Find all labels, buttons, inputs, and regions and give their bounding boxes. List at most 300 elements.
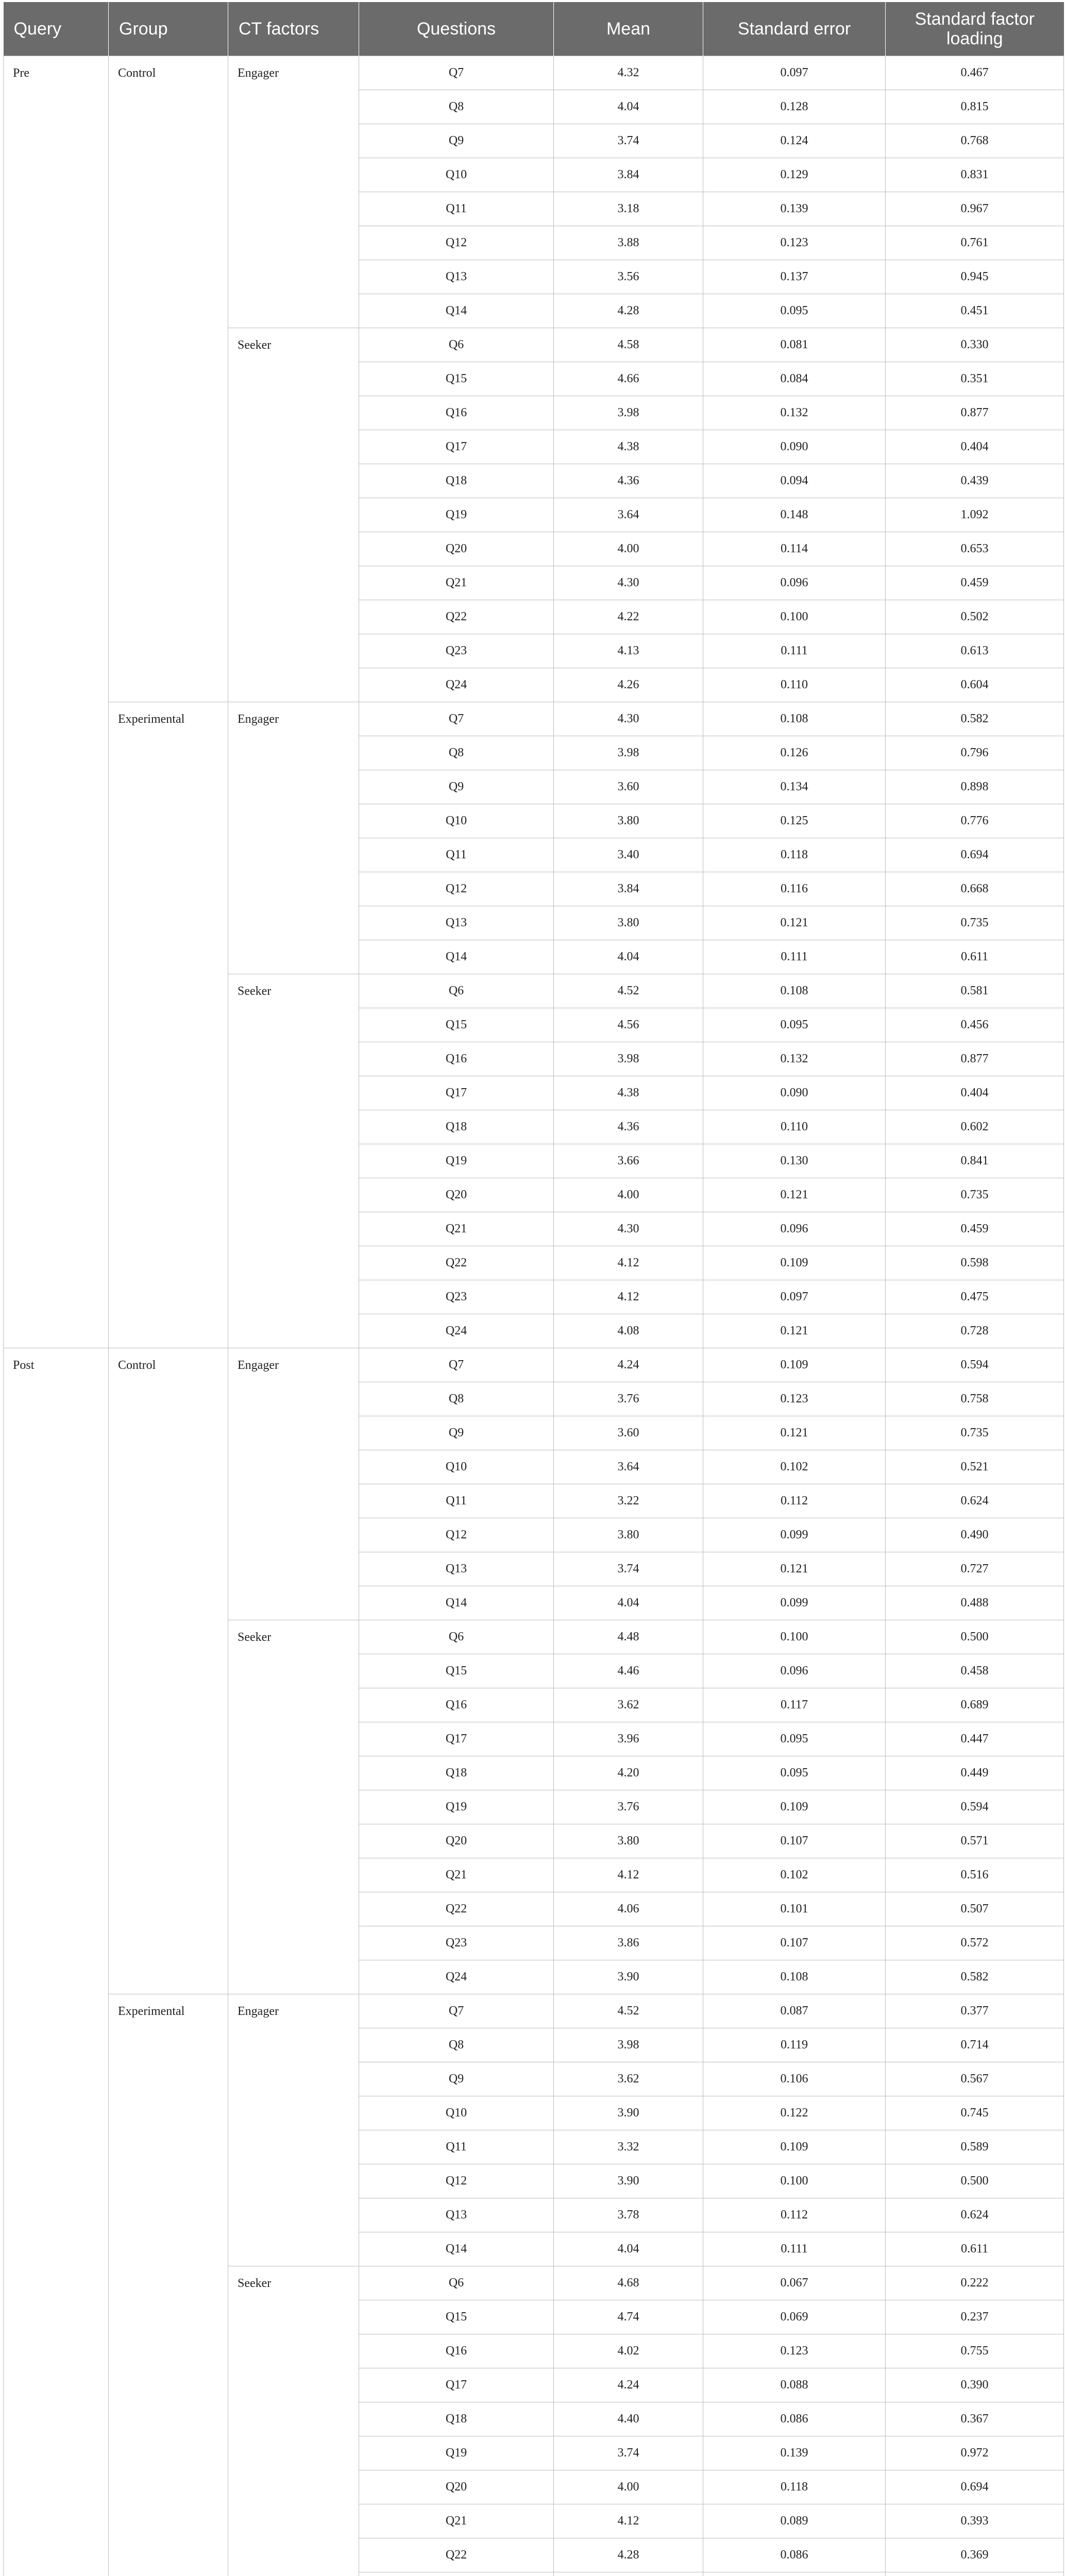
question-cell: Q17: [359, 2368, 554, 2402]
question-cell: Q16: [359, 1042, 554, 1076]
header-standard-factor-loading: Standard factor loading: [886, 2, 1064, 56]
factor-loading-cell: 0.330: [886, 328, 1064, 362]
mean-cell: 4.36: [554, 1110, 703, 1144]
mean-cell: 4.32: [554, 56, 703, 90]
standard-error-cell: 0.109: [703, 1348, 886, 1382]
standard-error-cell: 0.126: [703, 736, 886, 770]
mean-cell: 4.74: [554, 2300, 703, 2334]
question-cell: Q23: [359, 1280, 554, 1314]
standard-error-cell: 0.081: [703, 328, 886, 362]
standard-error-cell: 0.119: [703, 2028, 886, 2062]
standard-error-cell: 0.095: [703, 1008, 886, 1042]
mean-cell: 4.04: [554, 940, 703, 974]
question-cell: Q23: [359, 1926, 554, 1960]
standard-error-cell: 0.096: [703, 566, 886, 600]
question-cell: Q14: [359, 940, 554, 974]
question-cell: Q20: [359, 532, 554, 566]
ct-factor-cell: Seeker: [228, 2266, 359, 2576]
standard-error-cell: 0.109: [703, 1246, 886, 1280]
standard-error-cell: 0.123: [703, 226, 886, 260]
question-cell: Q15: [359, 362, 554, 396]
standard-error-cell: 0.097: [703, 56, 886, 90]
question-cell: Q22: [359, 1892, 554, 1926]
mean-cell: 3.98: [554, 2028, 703, 2062]
factor-loading-cell: 0.689: [886, 1688, 1064, 1722]
standard-error-cell: 0.116: [703, 872, 886, 906]
factor-loading-cell: 0.761: [886, 226, 1064, 260]
standard-error-cell: 0.128: [703, 90, 886, 124]
factor-loading-cell: 0.745: [886, 2096, 1064, 2130]
factor-loading-cell: 0.351: [886, 362, 1064, 396]
factor-loading-cell: 0.694: [886, 2470, 1064, 2504]
table-row: [4, 1994, 1064, 2028]
mean-cell: 4.38: [554, 1076, 703, 1110]
factor-loading-cell: 0.582: [886, 1960, 1064, 1994]
mean-cell: 4.04: [554, 90, 703, 124]
mean-cell: 4.56: [554, 1008, 703, 1042]
question-cell: Q17: [359, 1076, 554, 1110]
question-cell: Q21: [359, 1212, 554, 1246]
standard-error-cell: 0.096: [703, 1212, 886, 1246]
standard-error-cell: 0.118: [703, 838, 886, 872]
question-cell: Q19: [359, 498, 554, 532]
mean-cell: 3.64: [554, 1450, 703, 1484]
factor-loading-cell: 0.447: [886, 1722, 1064, 1756]
factor-loading-cell: 0.594: [886, 1348, 1064, 1382]
standard-error-cell: 0.122: [703, 2096, 886, 2130]
mean-cell: 4.13: [554, 634, 703, 668]
mean-cell: 3.74: [554, 1552, 703, 1586]
mean-cell: 3.60: [554, 1416, 703, 1450]
question-cell: Q20: [359, 1178, 554, 1212]
question-cell: Q14: [359, 2232, 554, 2266]
factor-loading-cell: 0.390: [886, 2368, 1064, 2402]
standard-error-cell: 0.108: [703, 702, 886, 736]
mean-cell: 4.04: [554, 2232, 703, 2266]
ct-factor-cell: Engager: [228, 1348, 359, 1620]
question-cell: Q24: [359, 668, 554, 702]
standard-error-cell: 0.110: [703, 668, 886, 702]
standard-error-cell: 0.100: [703, 600, 886, 634]
standard-error-cell: 0.117: [703, 1688, 886, 1722]
standard-error-cell: 0.094: [703, 464, 886, 498]
standard-error-cell: 0.107: [703, 1926, 886, 1960]
question-cell: Q20: [359, 1824, 554, 1858]
table-body: [4, 56, 1064, 2576]
mean-cell: 3.62: [554, 2062, 703, 2096]
factor-loading-cell: 0.458: [886, 1654, 1064, 1688]
factor-loading-cell: 0.500: [886, 2164, 1064, 2198]
standard-error-cell: 0.121: [703, 1314, 886, 1348]
standard-error-cell: 0.124: [703, 124, 886, 158]
question-cell: Q17: [359, 430, 554, 464]
factor-loading-cell: 0.604: [886, 668, 1064, 702]
mean-cell: 3.84: [554, 872, 703, 906]
factor-loading-cell: 0.755: [886, 2334, 1064, 2368]
mean-cell: 4.46: [554, 1654, 703, 1688]
factor-loading-cell: 0.490: [886, 1518, 1064, 1552]
factor-loading-cell: 0.449: [886, 1756, 1064, 1790]
question-cell: Q10: [359, 2096, 554, 2130]
question-cell: Q15: [359, 1008, 554, 1042]
standard-error-cell: 0.087: [703, 1994, 886, 2028]
question-cell: Q21: [359, 1858, 554, 1892]
query-cell: Post: [4, 1348, 109, 2576]
mean-cell: 4.58: [554, 328, 703, 362]
group-cell: Experimental: [109, 702, 228, 1348]
standard-error-cell: 0.129: [703, 158, 886, 192]
factor-loading-cell: 0.582: [886, 702, 1064, 736]
header-query: Query: [4, 2, 109, 56]
mean-cell: 4.20: [554, 1756, 703, 1790]
question-cell: [359, 2572, 554, 2576]
query-cell: Pre: [4, 56, 109, 1348]
question-cell: Q13: [359, 1552, 554, 1586]
question-cell: Q16: [359, 396, 554, 430]
mean-cell: 3.74: [554, 2436, 703, 2470]
question-cell: Q17: [359, 1722, 554, 1756]
group-cell: Control: [109, 1348, 228, 1994]
mean-cell: 4.24: [554, 1348, 703, 1382]
standard-error-cell: 0.121: [703, 1552, 886, 1586]
mean-cell: 3.78: [554, 2198, 703, 2232]
header-group: Group: [109, 2, 228, 56]
factor-loading-cell: 0.613: [886, 634, 1064, 668]
factor-loading-cell: 0.602: [886, 1110, 1064, 1144]
factor-loading-cell: 0.500: [886, 1620, 1064, 1654]
factor-loading-cell: 0.404: [886, 1076, 1064, 1110]
table-row: [4, 1348, 1064, 1382]
standard-error-cell: 0.134: [703, 770, 886, 804]
question-cell: Q16: [359, 2334, 554, 2368]
standard-error-cell: 0.137: [703, 260, 886, 294]
factor-loading-cell: 0.945: [886, 260, 1064, 294]
standard-error-cell: 0.101: [703, 1892, 886, 1926]
mean-cell: 3.80: [554, 1824, 703, 1858]
standard-error-cell: 0.111: [703, 940, 886, 974]
standard-error-cell: 0.100: [703, 1620, 886, 1654]
standard-error-cell: 0.111: [703, 2232, 886, 2266]
factor-loading-cell: 0.594: [886, 1790, 1064, 1824]
ct-factor-cell: Seeker: [228, 328, 359, 702]
question-cell: Q24: [359, 1314, 554, 1348]
question-cell: Q9: [359, 1416, 554, 1450]
question-cell: Q8: [359, 90, 554, 124]
mean-cell: 4.52: [554, 1994, 703, 2028]
factor-loading-cell: 0.972: [886, 2436, 1064, 2470]
standard-error-cell: 0.099: [703, 1586, 886, 1620]
mean-cell: 3.76: [554, 1790, 703, 1824]
standard-error-cell: 0.086: [703, 2538, 886, 2572]
question-cell: Q7: [359, 1348, 554, 1382]
factor-loading-cell: 0.222: [886, 2266, 1064, 2300]
question-cell: Q7: [359, 1994, 554, 2028]
question-cell: Q13: [359, 260, 554, 294]
ct-factor-cell: Seeker: [228, 974, 359, 1348]
standard-error-cell: 0.130: [703, 1144, 886, 1178]
standard-error-cell: 0.114: [703, 532, 886, 566]
factor-loading-table: [3, 2, 1064, 2576]
mean-cell: 4.30: [554, 566, 703, 600]
standard-error-cell: 0.096: [703, 1654, 886, 1688]
mean-cell: 4.38: [554, 430, 703, 464]
factor-loading-cell: 0.841: [886, 1144, 1064, 1178]
question-cell: Q7: [359, 56, 554, 90]
question-cell: Q10: [359, 1450, 554, 1484]
header-mean: Mean: [554, 2, 703, 56]
factor-loading-cell: 0.516: [886, 1858, 1064, 1892]
mean-cell: 3.76: [554, 1382, 703, 1416]
question-cell: Q13: [359, 2198, 554, 2232]
factor-loading-cell: 0.831: [886, 158, 1064, 192]
standard-error-cell: 0.106: [703, 2062, 886, 2096]
mean-cell: 3.56: [554, 260, 703, 294]
factor-loading-cell: 0.377: [886, 1994, 1064, 2028]
factor-loading-cell: 0.611: [886, 2232, 1064, 2266]
factor-loading-cell: 1.092: [886, 498, 1064, 532]
factor-loading-cell: 0.367: [886, 2402, 1064, 2436]
mean-cell: 3.84: [554, 158, 703, 192]
standard-error-cell: 0.069: [703, 2300, 886, 2334]
question-cell: Q12: [359, 2164, 554, 2198]
question-cell: Q14: [359, 1586, 554, 1620]
factor-loading-cell: 0.768: [886, 124, 1064, 158]
factor-loading-cell: 0.624: [886, 1484, 1064, 1518]
factor-loading-cell: 0.502: [886, 600, 1064, 634]
mean-cell: 3.90: [554, 2096, 703, 2130]
question-cell: Q14: [359, 294, 554, 328]
header-questions: Questions: [359, 2, 554, 56]
mean-cell: 4.40: [554, 2402, 703, 2436]
mean-cell: 4.04: [554, 1586, 703, 1620]
standard-error-cell: 0.132: [703, 396, 886, 430]
question-cell: Q22: [359, 1246, 554, 1280]
factor-loading-cell: 0.877: [886, 1042, 1064, 1076]
factor-loading-cell: 0.967: [886, 192, 1064, 226]
factor-loading-cell: 0.776: [886, 804, 1064, 838]
standard-error-cell: 0.118: [703, 2470, 886, 2504]
mean-cell: 4.06: [554, 1892, 703, 1926]
mean-cell: 3.98: [554, 396, 703, 430]
standard-error-cell: 0.102: [703, 1858, 886, 1892]
mean-cell: 3.32: [554, 2130, 703, 2164]
factor-loading-cell: 0.714: [886, 2028, 1064, 2062]
standard-error-cell: 0.108: [703, 1960, 886, 1994]
mean-cell: 4.12: [554, 1858, 703, 1892]
standard-error-cell: 0.084: [703, 362, 886, 396]
standard-error-cell: 0.067: [703, 2266, 886, 2300]
question-cell: Q24: [359, 1960, 554, 1994]
standard-error-cell: 0.099: [703, 1518, 886, 1552]
factor-loading-cell: 0.611: [886, 940, 1064, 974]
standard-error-cell: 0.112: [703, 2198, 886, 2232]
question-cell: Q18: [359, 1110, 554, 1144]
factor-loading-cell: 0.439: [886, 464, 1064, 498]
factor-loading-cell: 0.507: [886, 1892, 1064, 1926]
question-cell: Q22: [359, 2538, 554, 2572]
question-cell: Q18: [359, 1756, 554, 1790]
standard-error-cell: 0.148: [703, 498, 886, 532]
table-row: [4, 702, 1064, 736]
question-cell: Q11: [359, 1484, 554, 1518]
question-cell: Q21: [359, 2504, 554, 2538]
factor-loading-cell: 0.451: [886, 294, 1064, 328]
table-row: [4, 56, 1064, 90]
question-cell: Q10: [359, 804, 554, 838]
group-cell: Control: [109, 56, 228, 702]
factor-loading-cell: 0.572: [886, 1926, 1064, 1960]
factor-loading-cell: 0.694: [886, 838, 1064, 872]
factor-loading-cell: 0.456: [886, 1008, 1064, 1042]
mean-cell: 4.26: [554, 668, 703, 702]
mean-cell: 4.68: [554, 2266, 703, 2300]
factor-loading-cell: 0.735: [886, 1416, 1064, 1450]
mean-cell: 4.12: [554, 1246, 703, 1280]
table-header-row: [4, 2, 1064, 56]
factor-loading-cell: 0.571: [886, 1824, 1064, 1858]
question-cell: Q15: [359, 2300, 554, 2334]
question-cell: Q21: [359, 566, 554, 600]
question-cell: Q16: [359, 1688, 554, 1722]
ct-factor-cell: Seeker: [228, 1620, 359, 1994]
mean-cell: 4.30: [554, 702, 703, 736]
standard-error-cell: 0.109: [703, 2130, 886, 2164]
standard-error-cell: 0.108: [703, 974, 886, 1008]
question-cell: Q11: [359, 192, 554, 226]
question-cell: Q19: [359, 2436, 554, 2470]
standard-error-cell: 0.100: [703, 2164, 886, 2198]
factor-loading-cell: 0.653: [886, 532, 1064, 566]
question-cell: Q6: [359, 2266, 554, 2300]
question-cell: Q13: [359, 906, 554, 940]
mean-cell: 4.22: [554, 600, 703, 634]
standard-error-cell: 0.125: [703, 804, 886, 838]
factor-loading-cell: 0.898: [886, 770, 1064, 804]
mean-cell: 3.66: [554, 1144, 703, 1178]
mean-cell: 3.18: [554, 192, 703, 226]
question-cell: Q8: [359, 736, 554, 770]
mean-cell: [554, 2572, 703, 2576]
standard-error-cell: 0.095: [703, 294, 886, 328]
factor-loading-cell: 0.728: [886, 1314, 1064, 1348]
mean-cell: 3.90: [554, 2164, 703, 2198]
mean-cell: 4.28: [554, 2538, 703, 2572]
question-cell: Q19: [359, 1790, 554, 1824]
mean-cell: 4.12: [554, 2504, 703, 2538]
question-cell: Q23: [359, 634, 554, 668]
standard-error-cell: 0.123: [703, 2334, 886, 2368]
question-cell: Q12: [359, 226, 554, 260]
factor-loading-cell: 0.668: [886, 872, 1064, 906]
question-cell: Q6: [359, 1620, 554, 1654]
standard-error-cell: 0.139: [703, 2436, 886, 2470]
mean-cell: 4.02: [554, 2334, 703, 2368]
ct-factor-cell: Engager: [228, 702, 359, 974]
factor-loading-cell: 0.796: [886, 736, 1064, 770]
standard-error-cell: 0.095: [703, 1722, 886, 1756]
factor-loading-cell: 0.237: [886, 2300, 1064, 2334]
standard-error-cell: 0.121: [703, 906, 886, 940]
mean-cell: 4.08: [554, 1314, 703, 1348]
mean-cell: 3.96: [554, 1722, 703, 1756]
mean-cell: 4.24: [554, 2368, 703, 2402]
question-cell: Q22: [359, 600, 554, 634]
factor-loading-cell: 0.758: [886, 1382, 1064, 1416]
factor-loading-cell: 0.475: [886, 1280, 1064, 1314]
factor-loading-cell: 0.467: [886, 56, 1064, 90]
standard-error-cell: 0.109: [703, 1790, 886, 1824]
question-cell: Q9: [359, 770, 554, 804]
mean-cell: 3.60: [554, 770, 703, 804]
question-cell: Q20: [359, 2470, 554, 2504]
factor-loading-cell: 0.567: [886, 2062, 1064, 2096]
question-cell: Q12: [359, 872, 554, 906]
header-standard-error: Standard error: [703, 2, 886, 56]
ct-factor-cell: Engager: [228, 1994, 359, 2266]
question-cell: Q8: [359, 1382, 554, 1416]
mean-cell: 3.22: [554, 1484, 703, 1518]
mean-cell: 3.80: [554, 1518, 703, 1552]
mean-cell: 4.28: [554, 294, 703, 328]
mean-cell: 4.52: [554, 974, 703, 1008]
factor-loading-cell: 0.735: [886, 1178, 1064, 1212]
question-cell: Q12: [359, 1518, 554, 1552]
question-cell: Q18: [359, 464, 554, 498]
mean-cell: 3.88: [554, 226, 703, 260]
mean-cell: 3.80: [554, 804, 703, 838]
question-cell: Q10: [359, 158, 554, 192]
standard-error-cell: 0.102: [703, 1450, 886, 1484]
factor-loading-cell: 0.404: [886, 430, 1064, 464]
question-cell: Q9: [359, 2062, 554, 2096]
factor-loading-cell: 0.459: [886, 1212, 1064, 1246]
standard-error-cell: 0.132: [703, 1042, 886, 1076]
standard-error-cell: 0.095: [703, 1756, 886, 1790]
factor-loading-cell: 0.581: [886, 974, 1064, 1008]
mean-cell: 4.48: [554, 1620, 703, 1654]
factor-loading-cell: 0.624: [886, 2198, 1064, 2232]
standard-error-cell: 0.086: [703, 2402, 886, 2436]
mean-cell: 4.30: [554, 1212, 703, 1246]
mean-cell: 3.86: [554, 1926, 703, 1960]
mean-cell: 4.00: [554, 1178, 703, 1212]
standard-error-cell: 0.090: [703, 1076, 886, 1110]
question-cell: Q15: [359, 1654, 554, 1688]
header-ct-factors: CT factors: [228, 2, 359, 56]
standard-error-cell: [703, 2572, 886, 2576]
mean-cell: 4.66: [554, 362, 703, 396]
standard-error-cell: 0.089: [703, 2504, 886, 2538]
standard-error-cell: 0.111: [703, 634, 886, 668]
mean-cell: 3.40: [554, 838, 703, 872]
factor-loading-cell: 0.815: [886, 90, 1064, 124]
mean-cell: 4.12: [554, 1280, 703, 1314]
question-cell: Q11: [359, 838, 554, 872]
factor-loading-cell: [886, 2572, 1064, 2576]
factor-loading-cell: 0.488: [886, 1586, 1064, 1620]
question-cell: Q6: [359, 328, 554, 362]
factor-loading-cell: 0.393: [886, 2504, 1064, 2538]
mean-cell: 3.62: [554, 1688, 703, 1722]
mean-cell: 3.64: [554, 498, 703, 532]
standard-error-cell: 0.121: [703, 1416, 886, 1450]
question-cell: Q19: [359, 1144, 554, 1178]
factor-loading-cell: 0.598: [886, 1246, 1064, 1280]
question-cell: Q11: [359, 2130, 554, 2164]
question-cell: Q8: [359, 2028, 554, 2062]
mean-cell: 3.98: [554, 1042, 703, 1076]
question-cell: Q6: [359, 974, 554, 1008]
